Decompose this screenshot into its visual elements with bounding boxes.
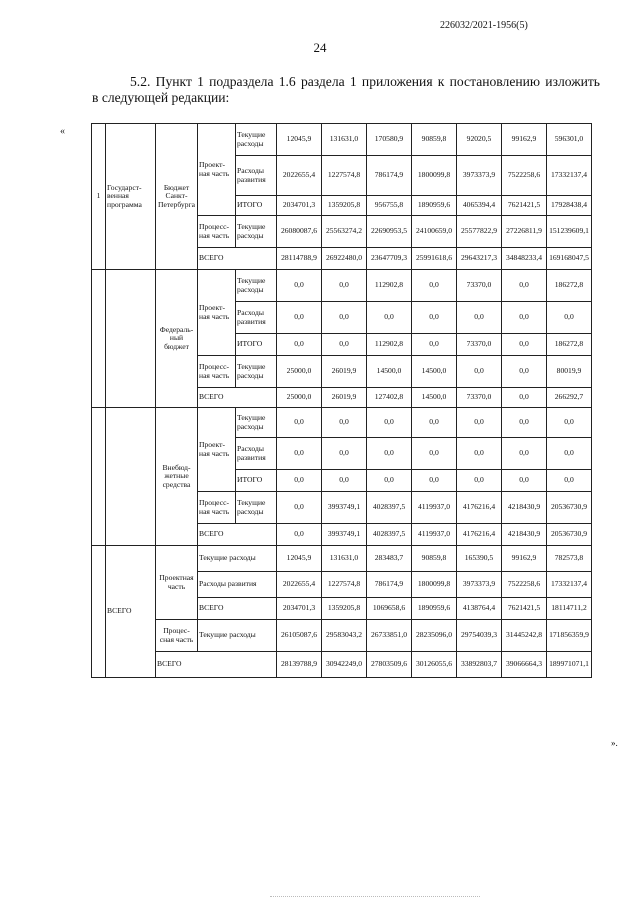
value-cell: 0,0 [457, 356, 502, 388]
value-cell: 20536730,9 [547, 524, 592, 546]
current-expenses-label: Текущие расходы [236, 124, 277, 156]
development-expenses-label: Расходы развития [236, 156, 277, 196]
value-cell: 786174,9 [367, 156, 412, 196]
value-cell: 0,0 [277, 302, 322, 334]
value-cell: 73370,0 [457, 334, 502, 356]
value-cell: 0,0 [277, 408, 322, 438]
value-cell: 0,0 [367, 438, 412, 470]
value-cell: 26733851,0 [367, 620, 412, 652]
blank-cell [92, 546, 106, 678]
table-row [92, 652, 592, 678]
value-cell: 73370,0 [457, 270, 502, 302]
value-cell: 171856359,9 [547, 620, 592, 652]
current-expenses-label: Текущие расходы [236, 408, 277, 438]
value-cell: 30942249,0 [322, 652, 367, 678]
row-number-cell: 1 [92, 124, 106, 270]
value-cell: 782573,8 [547, 546, 592, 572]
value-cell: 266292,7 [547, 388, 592, 408]
value-cell: 29754039,3 [457, 620, 502, 652]
value-cell: 4218430,9 [502, 492, 547, 524]
value-cell: 2022655,4 [277, 572, 322, 598]
value-cell: 26080087,6 [277, 216, 322, 248]
process-part-label: Процесс-ная часть [198, 216, 236, 248]
value-cell: 170580,9 [367, 124, 412, 156]
value-cell: 23647709,3 [367, 248, 412, 270]
vsego-label: ВСЕГО [198, 388, 277, 408]
itogo-label: ИТОГО [236, 196, 277, 216]
value-cell: 26019,9 [322, 388, 367, 408]
value-cell: 131631,0 [322, 124, 367, 156]
process-part-label: Процес-сная часть [156, 620, 198, 652]
value-cell: 0,0 [322, 408, 367, 438]
value-cell: 189971071,1 [547, 652, 592, 678]
value-cell: 151239609,1 [547, 216, 592, 248]
vsego-label: ВСЕГО [198, 598, 277, 620]
value-cell: 0,0 [412, 302, 457, 334]
value-cell: 1359205,8 [322, 196, 367, 216]
value-cell: 283483,7 [367, 546, 412, 572]
vsego-label: ВСЕГО [198, 248, 277, 270]
value-cell: 169168047,5 [547, 248, 592, 270]
value-cell: 786174,9 [367, 572, 412, 598]
value-cell: 0,0 [457, 438, 502, 470]
blank-cell [106, 408, 156, 546]
value-cell: 17332137,4 [547, 156, 592, 196]
value-cell: 7621421,5 [502, 598, 547, 620]
current-expenses-label: Текущие расходы [198, 546, 277, 572]
value-cell: 186272,8 [547, 270, 592, 302]
value-cell: 0,0 [367, 408, 412, 438]
value-cell: 4028397,5 [367, 524, 412, 546]
value-cell: 73370,0 [457, 388, 502, 408]
value-cell: 39066664,3 [502, 652, 547, 678]
current-expenses-label: Текущие расходы [236, 356, 277, 388]
value-cell: 18114711,2 [547, 598, 592, 620]
current-expenses-label: Текущие расходы [236, 216, 277, 248]
value-cell: 1800099,8 [412, 572, 457, 598]
value-cell: 22690953,5 [367, 216, 412, 248]
value-cell: 112902,8 [367, 334, 412, 356]
value-cell: 0,0 [277, 470, 322, 492]
value-cell: 0,0 [412, 270, 457, 302]
value-cell: 0,0 [457, 302, 502, 334]
value-cell: 25000,0 [277, 356, 322, 388]
value-cell: 186272,8 [547, 334, 592, 356]
value-cell: 0,0 [322, 302, 367, 334]
value-cell: 0,0 [502, 334, 547, 356]
value-cell: 25563274,2 [322, 216, 367, 248]
itogo-label: ИТОГО [236, 470, 277, 492]
budget-table-wrapper [91, 123, 592, 678]
value-cell: 112902,8 [367, 270, 412, 302]
federal-budget-label: Федераль-ный бюджет [156, 270, 198, 408]
open-quote-mark: « [60, 126, 65, 137]
vsego-label: ВСЕГО [198, 524, 277, 546]
budget-spb-label: Бюджет Санкт-Петербурга [156, 124, 198, 270]
value-cell: 0,0 [367, 302, 412, 334]
table-row [92, 620, 592, 652]
value-cell: 28139788,9 [277, 652, 322, 678]
page-number: 24 [313, 40, 327, 55]
value-cell: 1800099,8 [412, 156, 457, 196]
value-cell: 7621421,5 [502, 196, 547, 216]
value-cell: 1227574,8 [322, 572, 367, 598]
intro-line-2: в следующей редакции: [92, 90, 230, 105]
blank-cell [106, 270, 156, 408]
value-cell: 956755,8 [367, 196, 412, 216]
value-cell: 0,0 [502, 302, 547, 334]
development-expenses-label: Расходы развития [198, 572, 277, 598]
value-cell: 4119937,0 [412, 524, 457, 546]
current-expenses-label: Текущие расходы [236, 270, 277, 302]
value-cell: 596301,0 [547, 124, 592, 156]
value-cell: 29583043,2 [322, 620, 367, 652]
value-cell: 0,0 [547, 302, 592, 334]
table-row [92, 546, 592, 572]
value-cell: 4028397,5 [367, 492, 412, 524]
value-cell: 3973373,9 [457, 156, 502, 196]
value-cell: 0,0 [277, 334, 322, 356]
value-cell: 4176216,4 [457, 492, 502, 524]
value-cell: 0,0 [322, 438, 367, 470]
value-cell: 0,0 [547, 470, 592, 492]
value-cell: 26922480,0 [322, 248, 367, 270]
value-cell: 3993749,1 [322, 492, 367, 524]
value-cell: 2022655,4 [277, 156, 322, 196]
value-cell: 0,0 [277, 492, 322, 524]
value-cell: 12045,9 [277, 546, 322, 572]
value-cell: 4176216,4 [457, 524, 502, 546]
itogo-label: ИТОГО [236, 334, 277, 356]
value-cell: 0,0 [277, 524, 322, 546]
document-code: 226032/2021-1956(5) [440, 20, 528, 31]
value-cell: 131631,0 [322, 546, 367, 572]
value-cell: 1890959,6 [412, 598, 457, 620]
value-cell: 0,0 [502, 408, 547, 438]
value-cell: 0,0 [277, 438, 322, 470]
value-cell: 31445242,8 [502, 620, 547, 652]
value-cell: 0,0 [322, 334, 367, 356]
value-cell: 1890959,6 [412, 196, 457, 216]
value-cell: 7522258,6 [502, 156, 547, 196]
value-cell: 33892803,7 [457, 652, 502, 678]
value-cell: 28235096,0 [412, 620, 457, 652]
value-cell: 0,0 [457, 408, 502, 438]
table-row [92, 270, 592, 302]
value-cell: 2034701,3 [277, 598, 322, 620]
value-cell: 0,0 [412, 408, 457, 438]
value-cell: 1359205,8 [322, 598, 367, 620]
value-cell: 99162,9 [502, 124, 547, 156]
value-cell: 3993749,1 [322, 524, 367, 546]
grand-total-label: ВСЕГО [106, 546, 156, 678]
value-cell: 26105087,6 [277, 620, 322, 652]
value-cell: 0,0 [322, 270, 367, 302]
value-cell: 12045,9 [277, 124, 322, 156]
value-cell: 34848233,4 [502, 248, 547, 270]
footer-divider [270, 896, 480, 897]
value-cell: 3973373,9 [457, 572, 502, 598]
value-cell: 4138764,4 [457, 598, 502, 620]
value-cell: 14500,0 [367, 356, 412, 388]
value-cell: 0,0 [322, 470, 367, 492]
value-cell: 20536730,9 [547, 492, 592, 524]
value-cell: 25000,0 [277, 388, 322, 408]
development-expenses-label: Расходы развития [236, 438, 277, 470]
project-part-label: Проектная часть [156, 546, 198, 620]
current-expenses-label: Текущие расходы [236, 492, 277, 524]
vsego-label: ВСЕГО [156, 652, 277, 678]
intro-paragraph [92, 74, 600, 106]
value-cell: 25577822,9 [457, 216, 502, 248]
blank-cell [92, 408, 106, 546]
program-label: Государст-венная программа [106, 124, 156, 270]
process-part-label: Процесс-ная часть [198, 356, 236, 388]
value-cell: 25991618,6 [412, 248, 457, 270]
value-cell: 0,0 [502, 470, 547, 492]
project-part-label: Проект-ная часть [198, 408, 236, 492]
value-cell: 1227574,8 [322, 156, 367, 196]
value-cell: 0,0 [412, 438, 457, 470]
value-cell: 4119937,0 [412, 492, 457, 524]
project-part-label: Проект-ная часть [198, 124, 236, 216]
value-cell: 1069658,6 [367, 598, 412, 620]
close-quote-mark: ». [611, 738, 618, 748]
development-expenses-label: Расходы развития [236, 302, 277, 334]
value-cell: 29643217,3 [457, 248, 502, 270]
value-cell: 0,0 [547, 408, 592, 438]
value-cell: 0,0 [502, 438, 547, 470]
value-cell: 2034701,3 [277, 196, 322, 216]
table-row [92, 408, 592, 438]
value-cell: 90859,8 [412, 124, 457, 156]
value-cell: 30126055,6 [412, 652, 457, 678]
table-row [92, 124, 592, 156]
value-cell: 17928438,4 [547, 196, 592, 216]
value-cell: 0,0 [277, 270, 322, 302]
budget-table [91, 123, 592, 678]
value-cell: 0,0 [502, 270, 547, 302]
value-cell: 165390,5 [457, 546, 502, 572]
intro-line-1: 5.2. Пункт 1 подраздела 1.6 раздела 1 приложения к постановлению изложить [130, 74, 600, 89]
value-cell: 4065394,4 [457, 196, 502, 216]
value-cell: 0,0 [412, 470, 457, 492]
blank-cell [92, 270, 106, 408]
value-cell: 17332137,4 [547, 572, 592, 598]
process-part-label: Процесс-ная часть [198, 492, 236, 524]
extra-budget-label: Внебюд-жетные средства [156, 408, 198, 546]
project-part-label: Проект-ная часть [198, 270, 236, 356]
value-cell: 0,0 [457, 470, 502, 492]
value-cell: 80019,9 [547, 356, 592, 388]
value-cell: 92020,5 [457, 124, 502, 156]
value-cell: 0,0 [412, 334, 457, 356]
value-cell: 26019,9 [322, 356, 367, 388]
value-cell: 99162,9 [502, 546, 547, 572]
current-expenses-label: Текущие расходы [198, 620, 277, 652]
value-cell: 24100659,0 [412, 216, 457, 248]
value-cell: 90859,8 [412, 546, 457, 572]
value-cell: 0,0 [547, 438, 592, 470]
value-cell: 28114788,9 [277, 248, 322, 270]
value-cell: 27226811,9 [502, 216, 547, 248]
value-cell: 7522258,6 [502, 572, 547, 598]
value-cell: 0,0 [367, 470, 412, 492]
value-cell: 0,0 [502, 388, 547, 408]
value-cell: 4218430,9 [502, 524, 547, 546]
value-cell: 27803509,6 [367, 652, 412, 678]
value-cell: 14500,0 [412, 388, 457, 408]
value-cell: 14500,0 [412, 356, 457, 388]
value-cell: 127402,8 [367, 388, 412, 408]
value-cell: 0,0 [502, 356, 547, 388]
